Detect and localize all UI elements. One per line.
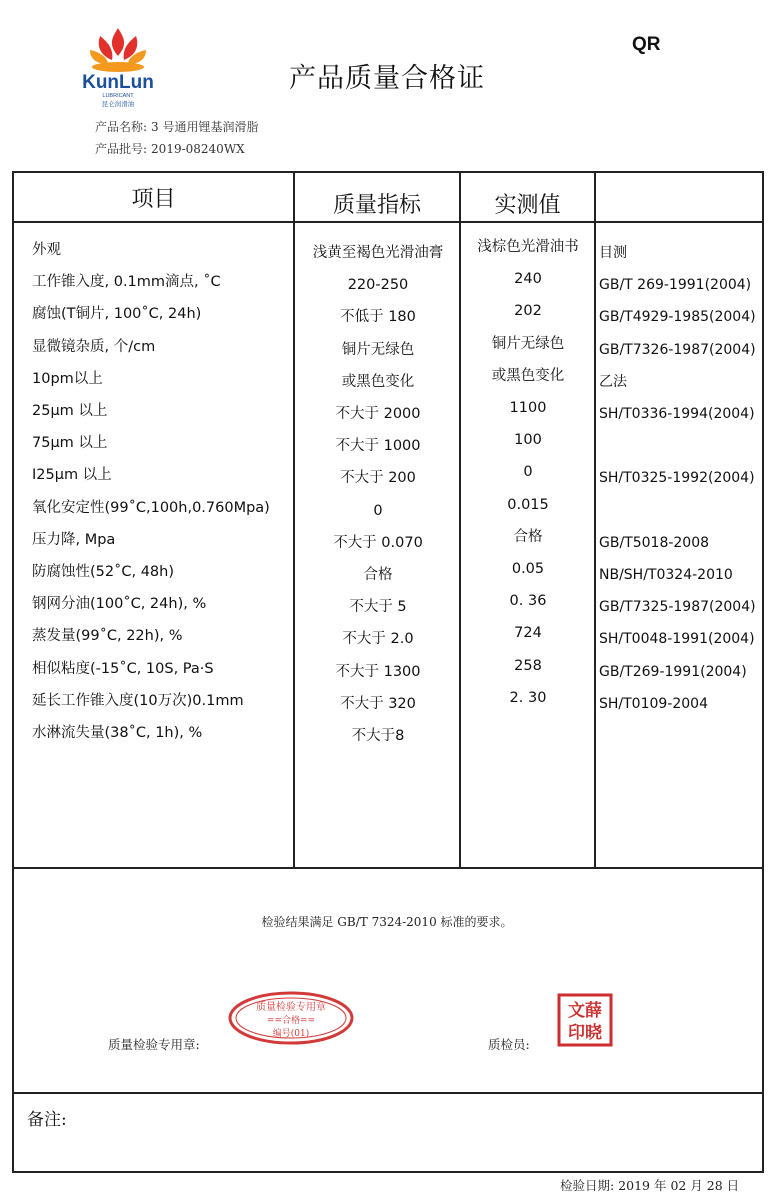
- cell-method: NB/SH/T0324-2010: [599, 567, 733, 583]
- cell-item: 防腐蚀性(52˚C, 48h): [32, 564, 174, 580]
- cell-spec: 不大于 1300: [335, 663, 421, 680]
- cell-method: 目测: [599, 245, 627, 261]
- cell-method: 乙法: [599, 373, 627, 390]
- table-row: [0, 691, 774, 723]
- header-spec: 质量指标: [332, 193, 421, 218]
- cell-measured: 或黑色变化: [491, 367, 565, 384]
- header-divider: [12, 221, 764, 223]
- cell-item: 75μm 以上: [32, 435, 108, 452]
- cell-method: SH/T0048-1991(2004): [599, 631, 755, 648]
- product-name-label: 产品名称:: [95, 120, 148, 134]
- cell-measured: 100: [514, 432, 542, 449]
- cell-method: SH/T0109-2004: [599, 695, 708, 712]
- product-name: [95, 118, 259, 135]
- cell-spec: 铜片无绿色: [341, 341, 415, 358]
- table-row: [0, 433, 774, 465]
- cell-item: 氧化安定性(99˚C,100h,0.760Mpa): [32, 499, 270, 516]
- logo-text: KunLun: [82, 72, 154, 93]
- cell-method: GB/T4929-1985(2004): [599, 309, 756, 326]
- cell-item: 工作锥入度, 0.1mm滴点, ˚C: [32, 274, 221, 291]
- cell-method: SH/T0325-1992(2004): [599, 470, 755, 487]
- cell-spec: 或黑色变化: [341, 373, 415, 390]
- logo-cn-text: 昆仑润滑油: [101, 100, 135, 108]
- cell-measured: 1100: [509, 400, 547, 416]
- product-name-value: 3 号通用锂基润滑脂: [151, 120, 259, 134]
- cell-method: GB/T5018-2008: [599, 534, 710, 551]
- seal-line-3: 编号(01): [272, 1029, 310, 1039]
- quality-seal-stamp: [227, 990, 355, 1046]
- seal-label: 质量检验专用章:: [108, 1037, 200, 1052]
- cell-measured: 0.015: [507, 496, 549, 513]
- cell-measured: 0. 36: [509, 593, 547, 610]
- remarks-label: 备注:: [27, 1110, 67, 1130]
- cell-spec: 不大于 1000: [335, 438, 421, 455]
- cell-spec: 不大于 0.070: [333, 534, 423, 551]
- table-row: [0, 272, 774, 304]
- cell-method: GB/T 269-1991(2004): [599, 277, 752, 294]
- cell-item: I25μm 以上: [32, 467, 112, 484]
- cell-item: 腐蚀(T铜片, 100˚C, 24h): [32, 306, 202, 323]
- cell-spec: 不大于 5: [349, 599, 407, 616]
- product-batch-value: 2019-08240WX: [151, 142, 245, 156]
- table-row: [0, 337, 774, 369]
- cell-item: 25μm 以上: [32, 403, 108, 419]
- signature-line-1: 文薛: [568, 1001, 602, 1021]
- cell-item: 压力降, Mpa: [32, 531, 116, 548]
- table-row: [0, 401, 774, 433]
- cell-spec: 不大于8: [351, 728, 405, 744]
- table-row: [0, 659, 774, 691]
- cell-item: 延长工作锥入度(10万次)0.1mm: [32, 692, 244, 709]
- table-row: [0, 369, 774, 401]
- table-row: [0, 626, 774, 658]
- cell-measured: 2. 30: [509, 689, 547, 706]
- table-row: [0, 562, 774, 594]
- table-row: [0, 498, 774, 530]
- table-bottom-divider: [12, 867, 764, 869]
- table-row: [0, 723, 774, 755]
- cell-spec: 不低于 180: [340, 309, 416, 326]
- inspector-label: 质检员:: [488, 1037, 530, 1052]
- cell-item: 蒸发量(99˚C, 22h), %: [32, 628, 183, 645]
- cell-item: 外观: [32, 242, 61, 258]
- cell-measured: 0.05: [511, 561, 545, 577]
- cell-measured: 724: [514, 625, 542, 642]
- cell-item: 10pm以上: [32, 370, 103, 387]
- table-row: [0, 594, 774, 626]
- cell-spec: 0: [373, 502, 383, 519]
- document-title: 产品质量合格证: [289, 63, 485, 94]
- cell-spec: 不大于 200: [340, 470, 416, 487]
- cell-method: GB/T7325-1987(2004): [599, 599, 756, 616]
- cell-spec: 合格: [363, 567, 393, 583]
- cell-spec: 浅黄至褐色光滑油膏: [312, 245, 444, 261]
- cell-item: 水淋流失量(38˚C, 1h), %: [32, 725, 203, 741]
- cell-spec: 不大于 2000: [335, 406, 421, 422]
- table-row: [0, 240, 774, 272]
- cell-item: 相似粘度(-15˚C, 10S, Pa·S: [32, 660, 214, 677]
- cell-spec: 不大于 2.0: [342, 631, 414, 648]
- cell-spec: 不大于 320: [340, 695, 416, 712]
- header-measured: 实测值: [494, 193, 561, 218]
- cell-measured: 240: [514, 271, 542, 288]
- cell-measured: 浅棕色光滑油书: [477, 239, 579, 255]
- table-row: [0, 530, 774, 562]
- cell-item: 钢网分油(100˚C, 24h), %: [32, 596, 207, 613]
- cell-measured: 0: [523, 464, 533, 481]
- cell-method: SH/T0336-1994(2004): [599, 406, 755, 422]
- table-row: [0, 465, 774, 497]
- header-item: 项目: [131, 187, 176, 212]
- product-batch-label: 产品批号:: [95, 142, 148, 156]
- cell-method: GB/T269-1991(2004): [599, 663, 747, 680]
- cell-measured: 合格: [513, 528, 543, 545]
- cell-measured: 铜片无绿色: [491, 335, 565, 352]
- table-row: [0, 304, 774, 336]
- cell-measured: 258: [514, 657, 542, 674]
- cell-method: GB/T7326-1987(2004): [599, 341, 756, 358]
- cell-item: 显微镜杂质, 个/cm: [32, 338, 156, 355]
- logo-subtext: LUBRICANT: [102, 93, 134, 99]
- cell-spec: 220-250: [347, 277, 409, 294]
- seal-line-1: 质量检验专用章: [256, 1002, 326, 1013]
- inspection-result: 检验结果满足 GB/T 7324-2010 标准的要求。: [261, 915, 513, 929]
- remarks-divider: [12, 1092, 764, 1094]
- seal-line-2: ==合格==: [266, 1016, 316, 1026]
- product-batch: [95, 140, 245, 157]
- inspector-signature-stamp: [556, 992, 614, 1048]
- inspection-date: 检验日期: 2019 年 02 月 28 日: [560, 1178, 740, 1193]
- cell-measured: 202: [514, 303, 542, 320]
- signature-line-2: 印晓: [568, 1023, 602, 1043]
- qr-label: QR: [632, 34, 661, 55]
